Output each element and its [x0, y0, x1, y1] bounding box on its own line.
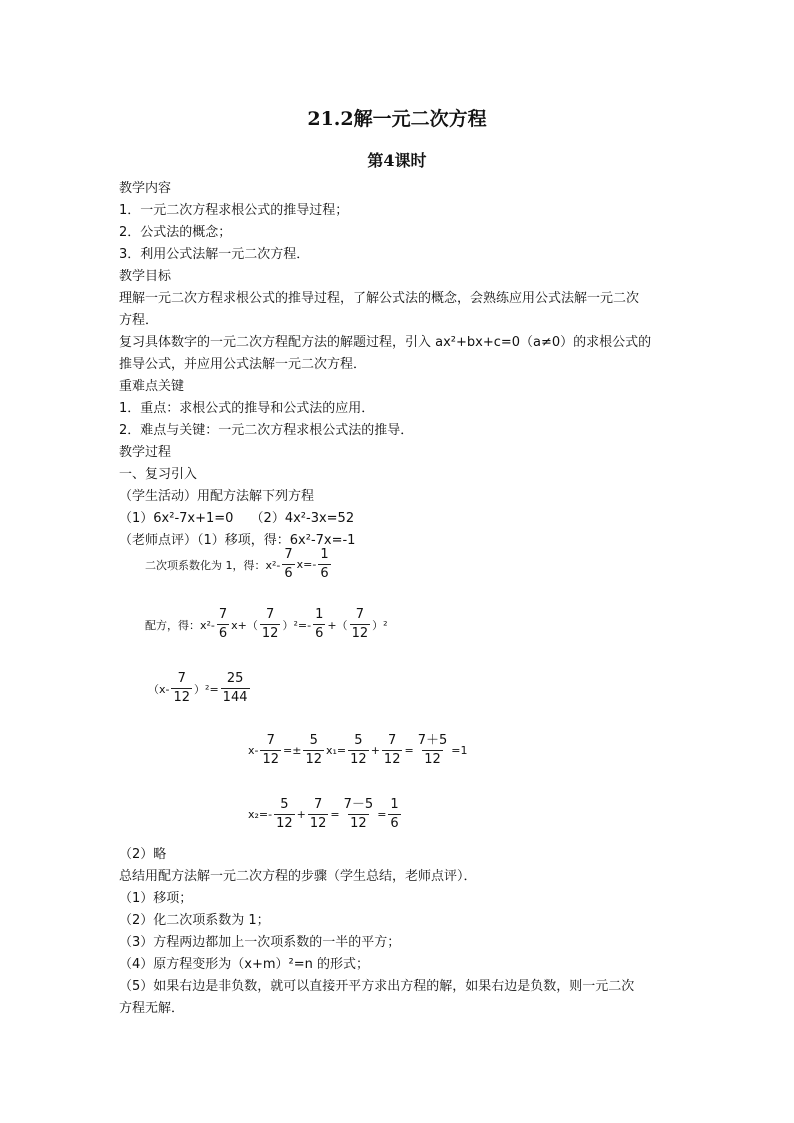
- fraction: $\frac{5}{12}$: [305, 733, 323, 767]
- eq-text: =: [330, 808, 340, 821]
- text-line: 教学内容: [119, 181, 172, 196]
- text-line: 教学过程: [119, 445, 172, 460]
- fraction: $\frac{25}{144}$: [222, 671, 248, 705]
- fraction: $\frac{1}{6}$: [315, 607, 324, 641]
- text-line: 1．一元二次方程求根公式的推导过程；: [119, 203, 349, 218]
- text-line: （2）略: [119, 847, 167, 862]
- eq-text: +: [370, 744, 380, 757]
- eq-text: =±: [283, 744, 302, 757]
- fraction: $\frac{1}{6}$: [390, 797, 399, 831]
- text-line: （1）移项；: [119, 891, 193, 906]
- text-line: （3）方程两边都加上一次项系数的一半的平方；: [119, 935, 401, 950]
- fraction: $\frac{7}{12}$: [262, 733, 280, 767]
- fraction: $\frac{7}{12}$: [261, 607, 279, 641]
- text-line: 方程无解．: [119, 1001, 185, 1016]
- fraction: $\frac{5}{12}$: [350, 733, 367, 767]
- text-line: 复习具体数字的一元二次方程配方法的解题过程，引入 ax²+bx+c=0（a≠0）的求根公式的: [119, 335, 652, 350]
- eq-text: =: [377, 808, 387, 821]
- text-line: 3．利用公式法解一元二次方程．: [119, 247, 310, 262]
- eq-text: x-: [248, 744, 259, 757]
- eq-text: =: [404, 744, 414, 757]
- equation-root-x2: [248, 796, 403, 833]
- text-line: 1．重点：求根公式的推导和公式法的应用．: [119, 401, 375, 416]
- fraction: $\frac{7}{6}$: [218, 607, 228, 641]
- fraction: $\frac{7}{12}$: [383, 733, 401, 767]
- eq-text: =1: [451, 744, 468, 757]
- eq-text: ）²=: [194, 682, 219, 696]
- equation-root-x1: [248, 732, 467, 769]
- fraction: $\frac{7}{6}$: [284, 547, 293, 581]
- text-line: 总结用配方法解一元二次方程的步骤（学生总结，老师点评）．: [119, 869, 477, 884]
- eq-text: x+（: [231, 618, 258, 632]
- fraction: $\frac{5}{12}$: [276, 797, 293, 831]
- document-title: 21.2解一元二次方程: [307, 108, 487, 130]
- text-line: （1）6x²-7x+1=0 （2）4x²-3x=52: [119, 511, 355, 526]
- eq-text: +: [296, 808, 306, 821]
- text-line: 2．公式法的概念；: [119, 225, 232, 240]
- text-line: （5）如果右边是非负数，就可以直接开平方求出方程的解，如果右边是负数，则一元二次: [119, 979, 635, 994]
- text-line: 一、复习引入: [119, 467, 198, 482]
- text-line: （2）化二次项系数为 1；: [119, 913, 270, 928]
- eq-text: ）²: [372, 618, 388, 632]
- eq-text: x₂=-: [248, 808, 273, 821]
- fraction: $\frac{7-5}{12}$: [343, 797, 374, 831]
- eq-text: （x-: [148, 682, 170, 696]
- eq-text: 配方，得：x²-: [145, 618, 215, 632]
- text-line: 方程．: [119, 313, 159, 328]
- text-line: （4）原方程变形为（x+m）²=n 的形式；: [119, 957, 369, 972]
- eq-text: +（: [327, 618, 348, 632]
- equation-complete-square: [145, 606, 388, 643]
- text-line: （老师点评）（1）移项，得：6x²-7x=-1: [119, 533, 356, 548]
- eq-text: x₁=: [326, 744, 347, 757]
- text-line: 教学目标: [119, 269, 172, 284]
- fraction: $\frac{7}{12}$: [173, 671, 191, 705]
- text-line: 理解一元二次方程求根公式的推导过程，了解公式法的概念，会熟练应用公式法解一元二次: [119, 291, 640, 306]
- equation-normalize: [145, 546, 333, 583]
- equation-squared-form: [148, 670, 252, 707]
- text-line: 重难点关键: [119, 379, 185, 394]
- fraction: $\frac{7+5}{12}$: [417, 733, 448, 767]
- text-line: 推导公式，并应用公式法解一元二次方程．: [119, 357, 367, 372]
- eq-text: ）²=-: [282, 618, 312, 632]
- text-line: 2．难点与关键：一元二次方程求根公式法的推导．: [119, 423, 414, 438]
- fraction: $\frac{1}{6}$: [320, 547, 329, 581]
- eq-text: x=-: [296, 558, 317, 571]
- fraction: $\frac{7}{12}$: [351, 607, 369, 641]
- text-line: （学生活动）用配方法解下列方程: [119, 489, 315, 504]
- lesson-subtitle: 第4课时: [367, 151, 427, 170]
- eq-text: 二次项系数化为 1，得：x²-: [145, 558, 281, 572]
- fraction: $\frac{7}{12}$: [309, 797, 327, 831]
